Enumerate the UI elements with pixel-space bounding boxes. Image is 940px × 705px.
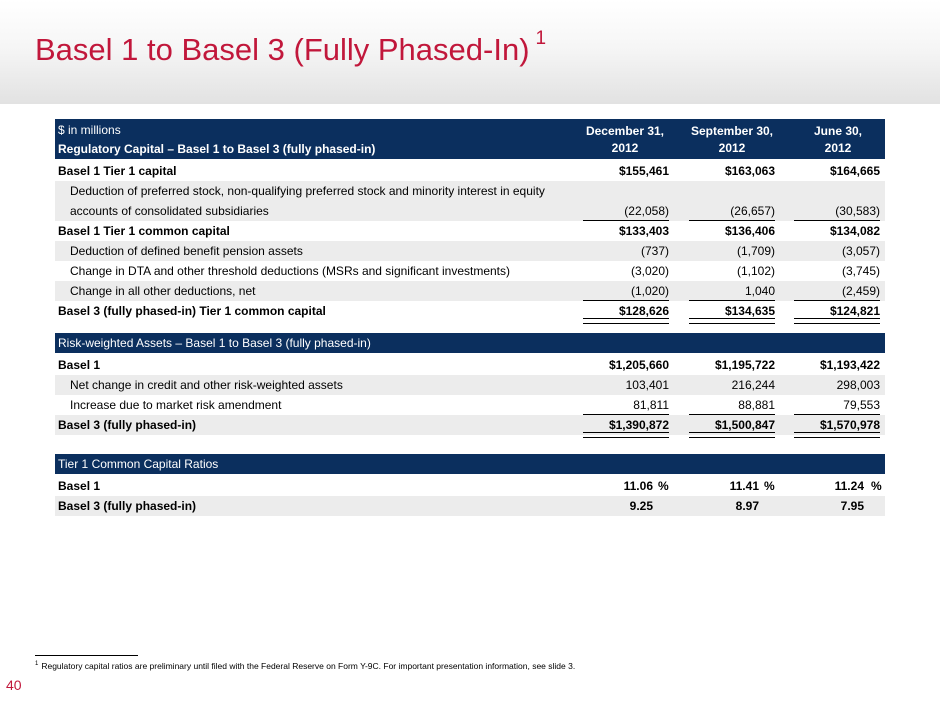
table-row: Basel 1 $1,205,660 $1,195,722 $1,193,422 bbox=[58, 358, 880, 372]
column-header-jun-2012: June 30, 2012 bbox=[813, 124, 863, 155]
table-header bbox=[55, 119, 885, 159]
column-header-dec-2012: December 31, 2012 bbox=[585, 124, 665, 155]
table-row: Deduction of preferred stock, non-qualifying preferred stock and minority interest in equity accounts of consolidated subsidiaries (22,058) (26,657) (30,583) bbox=[55, 181, 885, 221]
table-row: Change in all other deductions, net (1,020) 1,040 (2,459) bbox=[55, 281, 885, 301]
table-row: Basel 3 (fully phased-in) $1,390,872 $1,500,847 $1,570,978 bbox=[55, 415, 885, 435]
title-band bbox=[0, 0, 940, 104]
percent-sign: % bbox=[871, 479, 882, 493]
table-row: Basel 1 Tier 1 capital $155,461 $163,063 $164,665 bbox=[58, 164, 880, 178]
table-row: Change in DTA and other threshold deductions (MSRs and significant investments) (3,020) (1,102) (3,745) bbox=[70, 264, 880, 278]
footnote-divider bbox=[35, 655, 138, 656]
column-header-sep-2012: September 30, 2012 bbox=[690, 124, 774, 155]
regulatory-capital-table bbox=[55, 119, 885, 321]
table-row: Basel 1 Tier 1 common capital $133,403 $136,406 $134,082 bbox=[58, 224, 880, 238]
percent-sign: % bbox=[658, 479, 669, 493]
percent-sign: % bbox=[764, 479, 775, 493]
section-header-rwa: Risk-weighted Assets – Basel 1 to Basel 3 (fully phased-in) bbox=[55, 333, 885, 353]
units-label: $ in millions bbox=[58, 123, 121, 137]
footnote: $^1$ Regulatory capital ratios are preliminary until filed with the Federal Reserve on Form Y-9C. For important presentation information, see slide 3. bbox=[35, 661, 576, 671]
table-row: Increase due to market risk amendment 81,811 88,881 79,553 bbox=[55, 395, 885, 415]
table-row: Net change in credit and other risk-weighted assets 103,401 216,244 298,003 bbox=[55, 375, 885, 395]
table-row: Basel 3 (fully phased-in) 9.25 8.97 7.95 bbox=[55, 496, 885, 516]
table-row: Basel 3 (fully phased-in) Tier 1 common capital $128,626 $134,635 $124,821 bbox=[55, 301, 885, 321]
table-row: Basel 1 11.06 % 11.41 % 11.24 % bbox=[55, 476, 885, 496]
section-title-capital: Regulatory Capital – Basel 1 to Basel 3 (fully phased-in) bbox=[58, 142, 376, 156]
table-row: Deduction of defined benefit pension assets (737) (1,709) (3,057) bbox=[55, 241, 885, 261]
slide-title: Basel 1 to Basel 3 (Fully Phased-In) $^1$ bbox=[35, 28, 547, 67]
page-number: 40 bbox=[6, 677, 22, 693]
section-header-ratios: Tier 1 Common Capital Ratios bbox=[55, 454, 885, 474]
risk-weighted-assets-table bbox=[55, 333, 885, 435]
title-footnote-marker: 1 bbox=[535, 28, 547, 49]
tier1-common-ratios-table bbox=[55, 454, 885, 516]
